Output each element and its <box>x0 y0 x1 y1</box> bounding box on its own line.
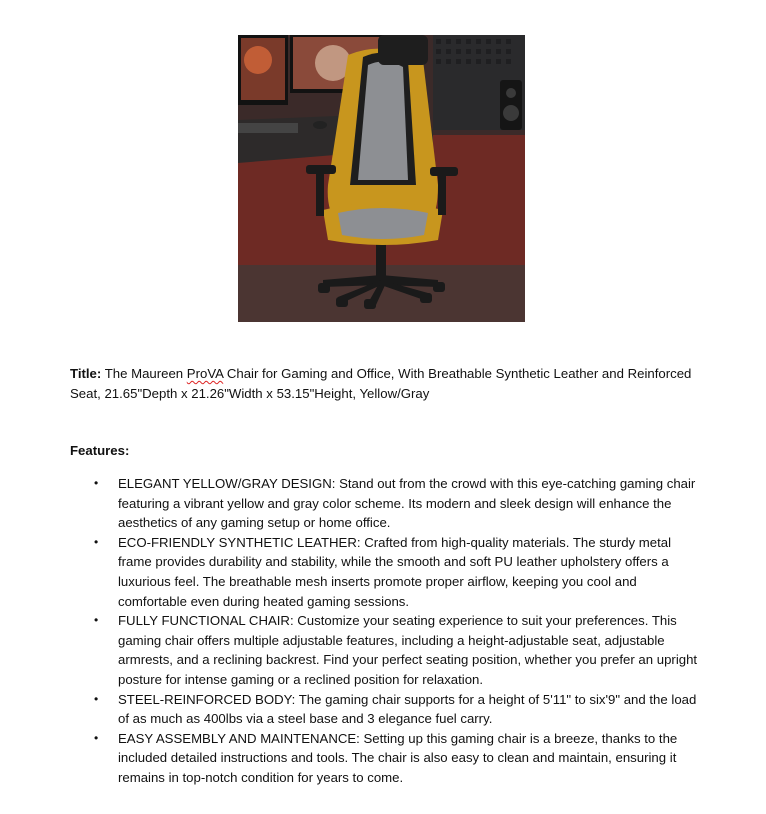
feature-text: EASY ASSEMBLY AND MAINTENANCE: Setting up this gaming chair is a breeze, thanks to the included detailed instructions and tools. The chair is also easy to clean and maintain, ensuring it remains in top-notch condition for years to come. <box>118 730 678 785</box>
feature-text: ELEGANT YELLOW/GRAY DESIGN: Stand out from the crowd with this eye-catching gaming chair featuring a vibrant yellow and gray color scheme. Its modern and sleek design will enhance the aesthetics of any gaming setup or home office. <box>118 476 696 531</box>
keyboard <box>238 123 298 133</box>
title-label: Title: <box>70 366 102 381</box>
bullet-icon: • <box>94 613 99 628</box>
feature-text: ECO-FRIENDLY SYNTHETIC LEATHER: Crafted from high-quality materials. The sturdy metal frame provides durability and stability, while the smooth and soft PU leather upholstery offers a luxurious feel. The breathable mesh inserts promote proper airflow, keeping you cool and comfortable even during heated gaming sessions. <box>118 534 672 609</box>
title-text-after: Chair for Gaming and Office, With Breathable Synthetic Leather and Reinforced Seat, 21.65"Depth x 21.26"Width x 53.15"Height, Yellow/Gray <box>70 366 692 401</box>
mouse <box>313 121 327 129</box>
bullet-icon: • <box>94 730 99 745</box>
product-title <box>70 364 710 403</box>
spellcheck-flagged-word: ProVA <box>186 366 224 381</box>
gaming-chair-illustration <box>238 35 525 322</box>
bullet-icon: • <box>94 476 99 490</box>
product-image <box>238 35 525 322</box>
bullet-icon: • <box>94 691 99 706</box>
feature-item <box>70 690 700 729</box>
feature-item <box>70 611 700 689</box>
feature-item <box>70 729 700 788</box>
feature-text: FULLY FUNCTIONAL CHAIR: Customize your seating experience to suit your preferences. This gaming chair offers multiple adjustable features, including a height-adjustable seat, adjustable armrests, and a reclining backrest. Find your perfect seating position, whether you prefer an upright posture for intense gaming or a reclined position for relaxation. <box>118 613 698 687</box>
features-list <box>70 474 700 788</box>
title-text-before: The Maureen <box>101 366 187 381</box>
bullet-icon: • <box>94 534 99 549</box>
feature-item <box>70 533 700 611</box>
features-heading: Features: <box>70 443 130 458</box>
feature-item <box>70 474 700 533</box>
chair-headrest <box>378 35 428 65</box>
feature-text: STEEL-REINFORCED BODY: The gaming chair supports for a height of 5'11" to six'9" and the load of as much as 400lbs via a steel base and 3 elegance fuel carry. <box>118 691 697 727</box>
